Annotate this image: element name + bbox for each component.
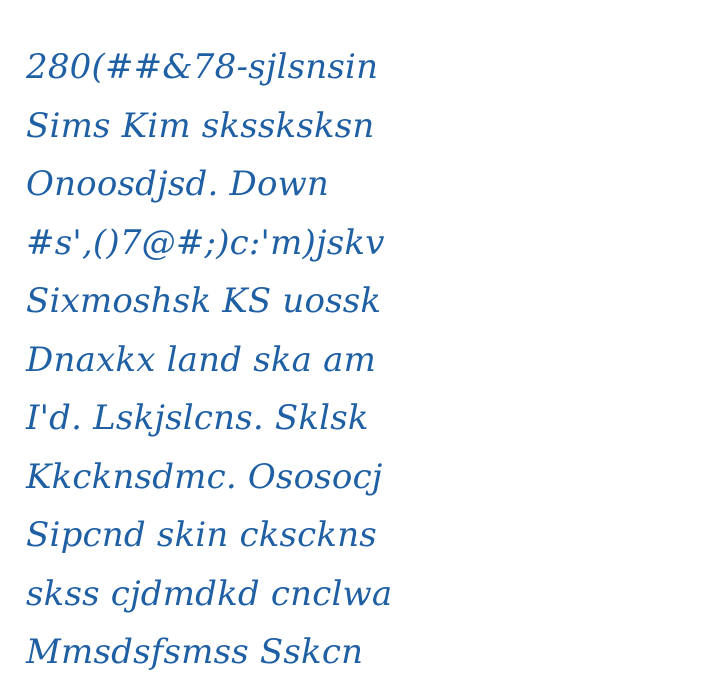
handwritten-line-8: Kkcknsdmc. Ososocj (26, 456, 383, 497)
handwritten-line-2: Sims Kim skssksksn (26, 105, 375, 146)
handwritten-line-5: Sixmoshsk KS uossk (26, 281, 382, 321)
handwritten-line-3: Onoosdjsd. Down (26, 164, 330, 204)
handwritten-line-4: #s',()7@#;)c:'m)jskv (26, 222, 385, 263)
handwritten-line-1: 280(##&78-sjlsnsin (26, 47, 379, 87)
handwritten-text-lines (26, 38, 726, 682)
handwritten-line-6: Dnaxkx land ska am (26, 339, 377, 380)
handwritten-line-10: skss cjdmdkd cnclwa (26, 573, 393, 614)
handwritten-line-7: I'd. Lskjslcns. Sklsk (26, 398, 369, 438)
handwritten-line-9: Sipcnd skin cksckns (26, 515, 377, 555)
handwritten-line-11: Mmsdsfsmss Sskcn (26, 632, 364, 672)
